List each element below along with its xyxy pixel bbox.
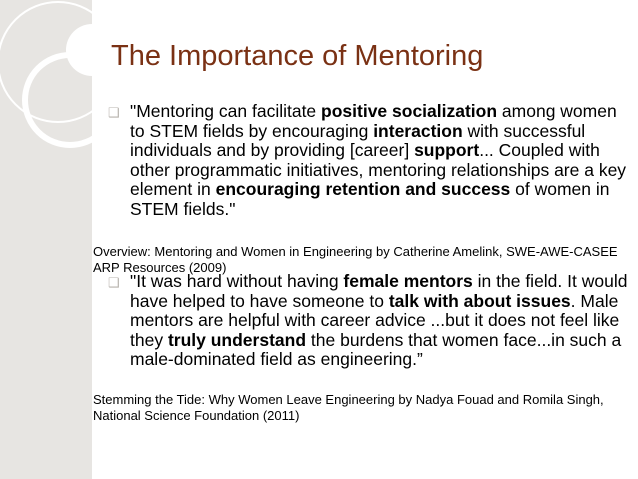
quote-segment: with successful individuals and by providing [career] [130,120,586,161]
quote-segment: . Male mentors are helpful with career advice ...but it does not feel like they [130,290,620,350]
quote-bullet-1 [108,101,630,220]
quote-segment: in the field. It would have helped to have someone to [130,271,628,311]
quote-segment: "Mentoring can facilitate [130,101,322,121]
quote-segment: among women to STEM fields by encouraging [130,101,617,141]
bullet-marker-icon: ❑ [108,275,120,290]
quote-segment: ... Coupled with other programmatic initiatives, mentoring relationships are a key element in [130,140,627,200]
quote-segment: the burdens that women face...in such a male-dominated field as engineering.” [130,329,622,370]
slide-title: The Importance of Mentoring [111,40,484,72]
source-citation-1: Overview: Mentoring and Women in Engineering by Catherine Amelink, SWE-AWE-CASEE ARP Resources (2009) [93,244,618,275]
emphasis-text: support [414,140,480,161]
emphasis-text: truly understand [167,329,307,350]
emphasis-text: talk with about issues [388,290,571,311]
emphasis-text: positive socialization [321,101,498,121]
quote-text [130,271,627,369]
quote-text [130,101,626,219]
quote-bullet-2 [108,271,630,370]
quote-segment: of women in STEM fields." [130,179,610,219]
emphasis-text: encouraging retention and success [215,179,511,200]
bullet-marker-icon: ❑ [108,105,120,120]
emphasis-text: female mentors [343,271,473,291]
quote-segment: "It was hard without having [130,271,344,291]
emphasis-text: interaction [373,120,463,141]
source-citation-2: Stemming the Tide: Why Women Leave Engineering by Nadya Fouad and Romila Singh, National Science Foundation (2011) [93,392,604,423]
